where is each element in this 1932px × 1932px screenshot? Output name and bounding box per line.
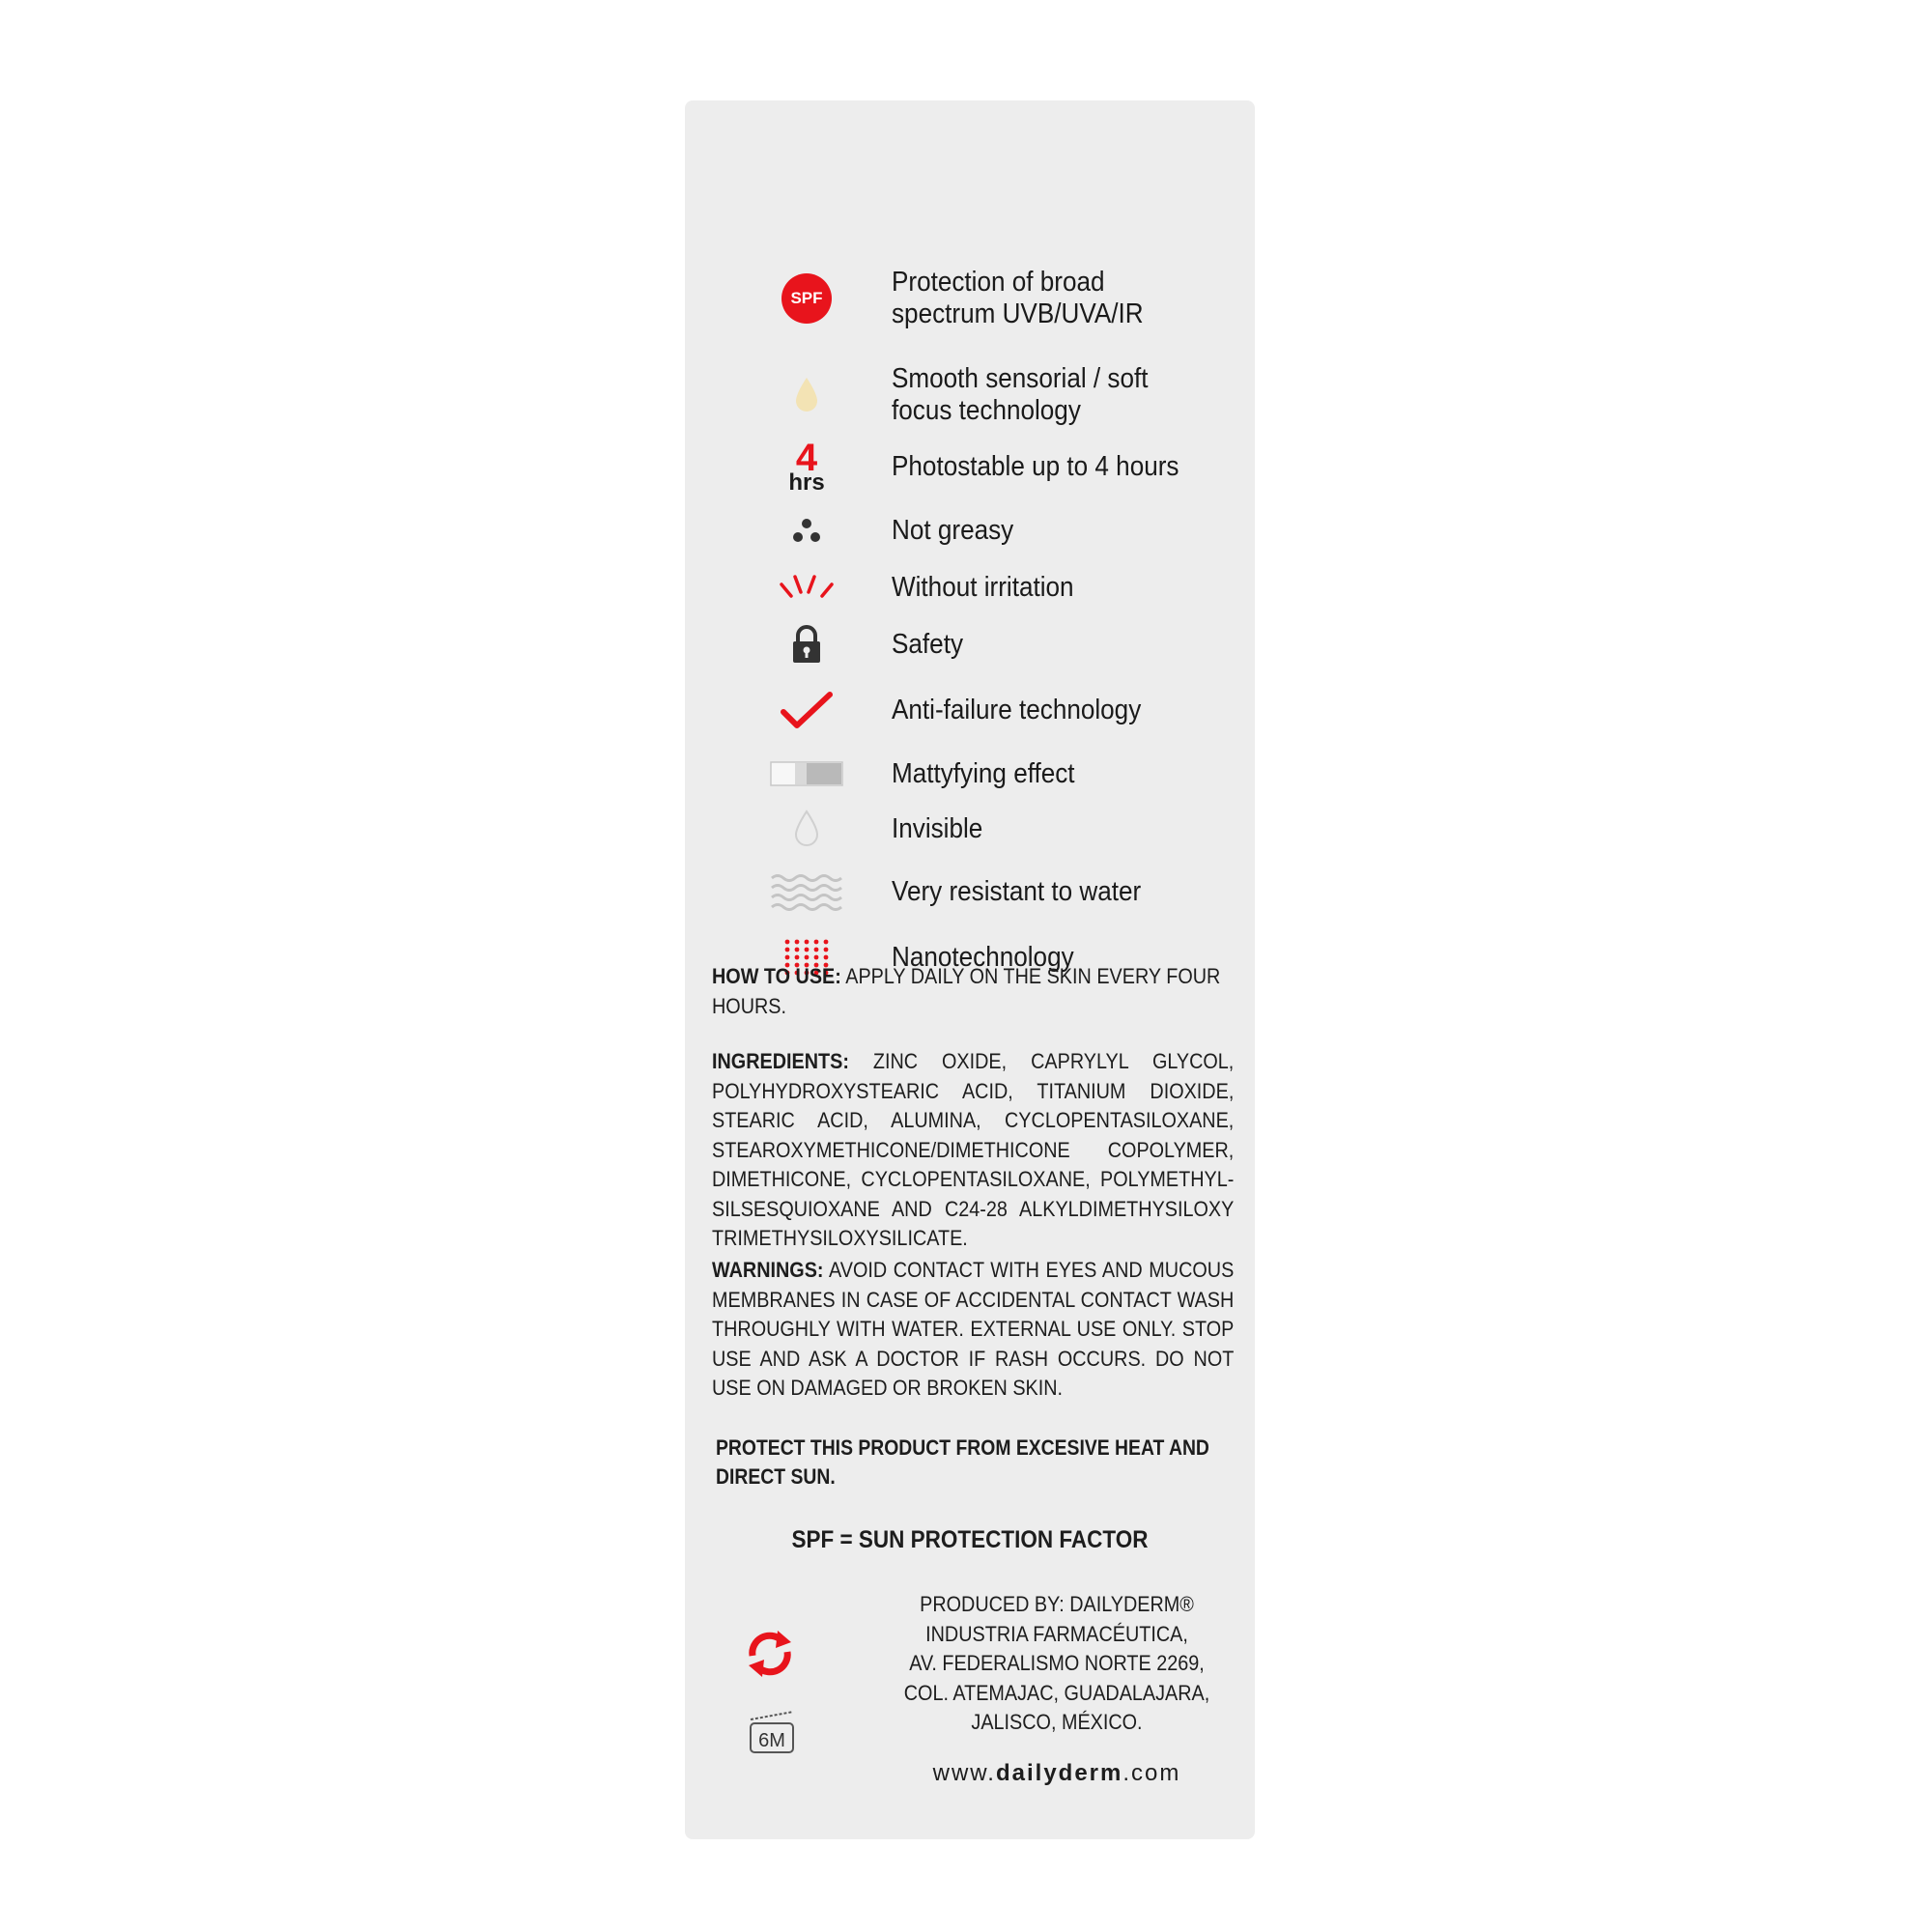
feature-row [685,676,1255,744]
warnings-label: WARNINGS: [712,1258,824,1282]
hours-icon [770,433,843,500]
feature-row [685,433,1255,500]
feature-row [685,611,1255,678]
period-after-opening-icon [745,1704,799,1758]
waves-icon [770,858,843,925]
ingredients-label: INGREDIENTS: [712,1049,849,1073]
feature-text: Anti-failure technology [892,694,1142,725]
warnings-text: AVOID CONTACT WITH EYES AND MUCOUS MEMBRANES IN CASE OF ACCIDENTAL CONTACT WASH THROUGHLY WITH WATER. EXTERNAL USE ONLY. STOP USE AND ASK A DOCTOR IF RASH OCCURS. DO NOT USE ON DAMAGED OR BROKEN SKIN. [712,1258,1235,1400]
checkmark-icon [770,676,843,744]
how-to-use [712,962,1234,1021]
spf-definition [685,1526,1255,1554]
website-prefix: www. [932,1760,996,1786]
ingredients-text: ZINC OXIDE, CAPRYLYL GLYCOL, POLYHYDROXYSTEARIC ACID, TITANIUM DIOXIDE, STEARIC ACID, ALUMINA, CYCLOPENTASILOXANE, STEAROXYMETHICONE/DIMETHICONE COPOLYMER, DIMETHICONE, CYCLOPENTASILOXANE, POLYMETHYL-SILSESQUIOXANE AND C24-28 ALKYLDIMETHYSILOXY TRIMETHYSILOXYSILICATE. [712,1049,1235,1250]
feature-row [685,361,1255,429]
protect-notice: PROTECT THIS PRODUCT FROM EXCESIVE HEAT AND DIRECT SUN. [716,1435,1209,1489]
ingredients [712,1047,1234,1254]
lock-icon [770,611,843,678]
feature-text: Nanotechnology [892,941,1074,973]
feature-text: Photostable up to 4 hours [892,450,1179,482]
pao-label: 6M [758,1730,785,1751]
feature-text: Mattyfying effect [892,757,1075,789]
feature-row [685,795,1255,863]
how-to-use-label: HOW TO USE: [712,964,841,988]
feature-text: Smooth sensorial / soft focus technology [892,363,1149,426]
feature-text: Not greasy [892,514,1014,546]
spf-badge: SPF [781,273,832,324]
feature-text: Very resistant to water [892,875,1142,907]
how-to-use-text: APPLY DAILY ON THE SKIN EVERY FOUR HOURS. [712,964,1221,1018]
spf-icon [770,265,843,332]
feature-text: Protection of broad spectrum UVB/UVA/IR [892,267,1144,329]
producer-line: JALISCO, MÉXICO. [971,1710,1143,1734]
feature-text: Safety [892,628,963,660]
product-label-panel [685,100,1255,1839]
website-link[interactable] [878,1760,1236,1787]
recycle-icon [743,1627,797,1681]
drop-outline-icon [770,795,843,863]
website-brand: dailyderm [995,1760,1123,1786]
hours-unit: hrs [788,469,825,496]
feature-row [685,265,1255,332]
producer-info [878,1590,1236,1738]
producer-line: AV. FEDERALISMO NORTE 2269, [909,1651,1205,1675]
feature-text: Invisible [892,812,983,844]
drop-beige-icon [770,361,843,429]
website-suffix: .com [1122,1760,1181,1786]
hours-number: 4 [795,437,818,479]
producer-line: PRODUCED BY: DAILYDERM® [920,1592,1194,1616]
warnings [712,1256,1234,1404]
producer-line: INDUSTRIA FARMACÉUTICA, [925,1621,1188,1646]
producer-line: COL. ATEMAJAC, GUADALAJARA, [903,1680,1210,1705]
spf-definition-text: SPF = SUN PROTECTION FACTOR [791,1526,1149,1553]
feature-row [685,858,1255,925]
feature-text: Without irritation [892,571,1074,603]
